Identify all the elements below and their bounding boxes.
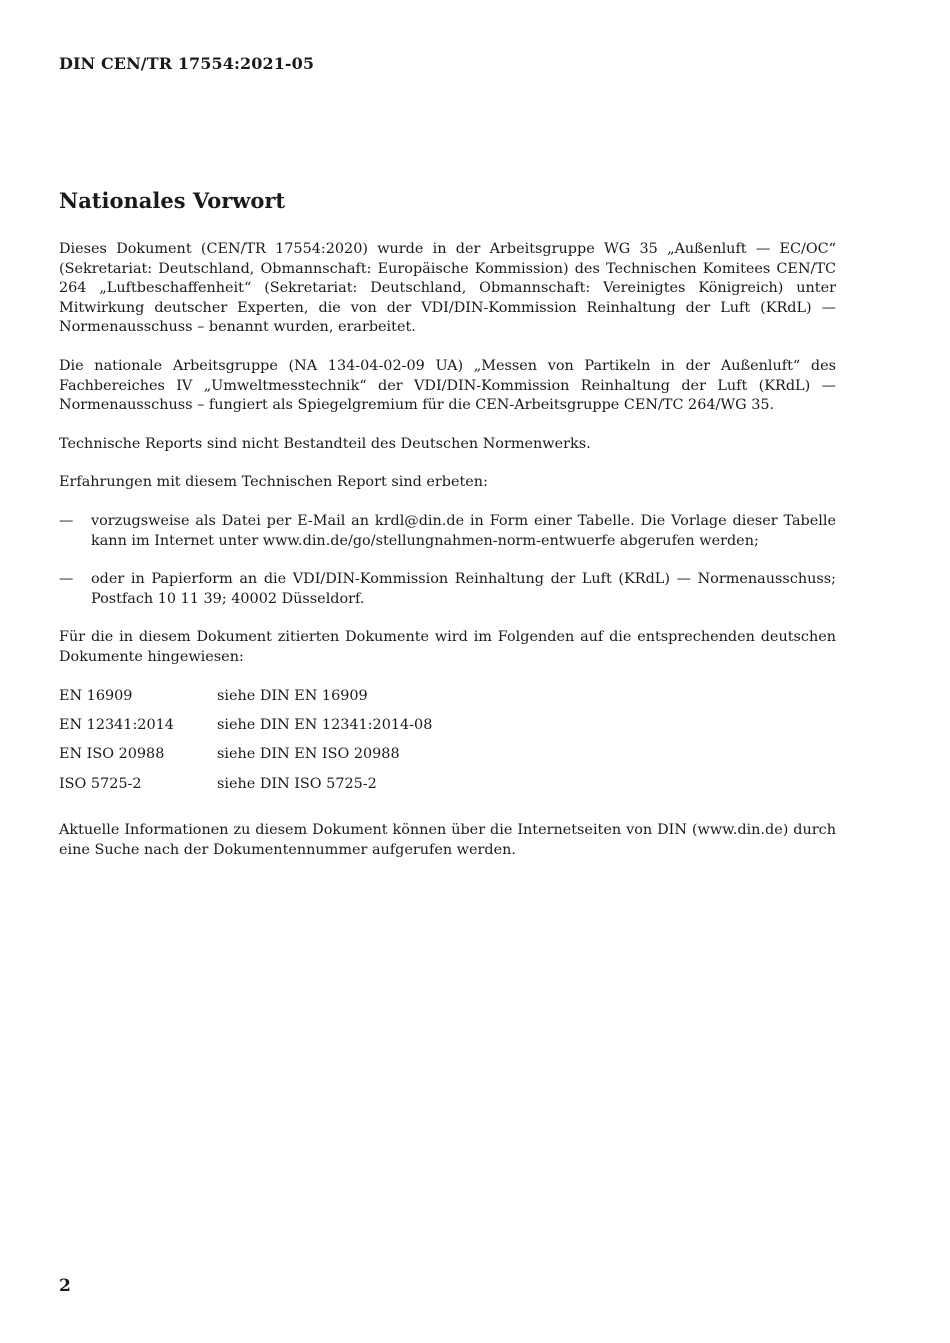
paragraph-closing: Aktuelle Informationen zu diesem Dokument können über die Internetseiten von DIN (www.din.de) durch eine Suche nach der Dokumentennummer aufgerufen werden.: [59, 822, 836, 858]
table-row: [59, 775, 432, 804]
list-item: [59, 570, 836, 609]
feedback-options-list: [59, 512, 836, 609]
dash-marker: —: [59, 512, 74, 529]
reference-target: siehe DIN EN 12341:2014-08: [217, 716, 433, 733]
paragraph-national-group: Die nationale Arbeitsgruppe (NA 134-04-02-09 UA) „Messen von Partikeln in der Außenluft“ des Fachbereiches IV „Umweltmesstechnik“ der VDI/DIN-Kommission Reinhaltung der Luft (KRdL) — Normenausschuss – fungiert als Spiegelgremium für die CEN-Arbeitsgruppe CEN/TC 264/WG 35.: [59, 357, 836, 414]
reference-target: siehe DIN EN ISO 20988: [217, 746, 400, 763]
table-row: [59, 687, 432, 716]
paragraph-feedback-request: Erfahrungen mit diesem Technischen Report sind erbeten:: [59, 474, 488, 491]
reference-source: EN 16909: [59, 687, 133, 704]
paragraph-references-intro: Für die in diesem Dokument zitierten Dokumente wird im Folgenden auf die entsprechenden deutschen Dokumente hingewiesen:: [59, 629, 836, 665]
table-row: [59, 745, 432, 774]
list-item: [59, 512, 836, 551]
reference-target: siehe DIN EN 16909: [217, 687, 368, 704]
page-number: 2: [59, 1276, 71, 1296]
page-title: Nationales Vorwort: [59, 188, 286, 213]
table-row: [59, 716, 432, 745]
reference-table: [59, 687, 432, 805]
paragraph-committee: Dieses Dokument (CEN/TR 17554:2020) wurde in der Arbeitsgruppe WG 35 „Außenluft — EC/OC“ (Sekretariat: Deutschland, Obmannschaft: Europäische Kommission) des Technischen Komitees CEN/TC 264 „Luftbeschaffenheit“ (Sekretariat: Deutschland, Obmannschaft: Vereinigtes Königreich) unter Mitwirkung deutscher Experten, die von der VDI/DIN-Kommission Reinhaltung der Luft (KRdL) — Normenausschuss – benannt wurden, erarbeitet.: [59, 241, 836, 336]
reference-source: EN 12341:2014: [59, 716, 174, 733]
list-item-text: vorzugsweise als Datei per E-Mail an krdl@din.de in Form einer Tabelle. Die Vorlage dieser Tabelle kann im Internet unter www.din.de/go/stellungnahmen-norm-entwuerfe abgerufen werden;: [91, 512, 836, 549]
dash-marker: —: [59, 571, 74, 588]
document-id: DIN CEN/TR 17554:2021-05: [59, 54, 315, 73]
document-body: [59, 240, 836, 879]
paragraph-technical-reports: Technische Reports sind nicht Bestandteil des Deutschen Normenwerks.: [59, 435, 591, 452]
reference-source: EN ISO 20988: [59, 746, 165, 763]
list-item-text: oder in Papierform an die VDI/DIN-Kommission Reinhaltung der Luft (KRdL) — Normenausschuss; Postfach 10 11 39; 40002 Düsseldorf.: [91, 571, 836, 607]
reference-source: ISO 5725-2: [59, 775, 142, 792]
reference-target: siehe DIN ISO 5725-2: [217, 775, 377, 792]
